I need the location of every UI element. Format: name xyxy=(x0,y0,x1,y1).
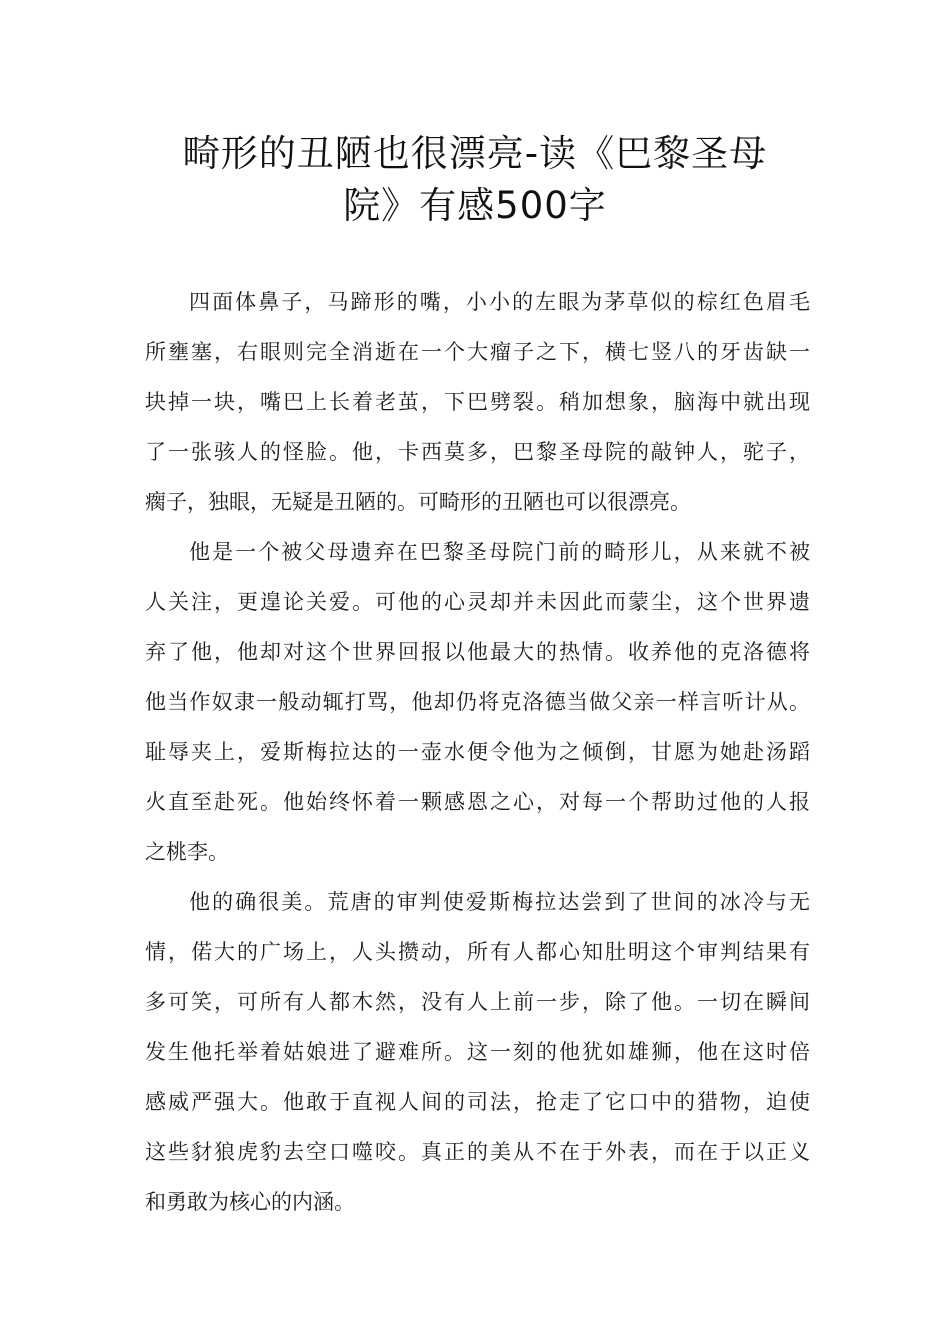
text-line: 他当作奴隶一般动辄打骂，他却仍将克洛德当做父亲一样言听计从。 xyxy=(145,690,810,714)
text-line: 弃了他，他却对这个世界回报以他最大的热情。收养他的克洛德将 xyxy=(145,640,810,664)
text-line: 之桃李。 xyxy=(145,840,229,864)
paragraph xyxy=(145,527,810,877)
text-line: 块掉一块，嘴巴上长着老茧，下巴劈裂。稍加想象，脑海中就出现 xyxy=(145,390,810,414)
text-line: 发生他托举着姑娘进了避难所。这一刻的他犹如雄狮，他在这时倍 xyxy=(145,1040,810,1064)
document-body xyxy=(145,277,810,1227)
text-line: 耻辱夹上，爱斯梅拉达的一壶水便令他为之倾倒，甘愿为她赴汤蹈 xyxy=(145,740,810,764)
text-line: 这些豺狼虎豹去空口噬咬。真正的美从不在于外表，而在于以正义 xyxy=(145,1140,810,1164)
text-line: 情，偌大的广场上，人头攒动，所有人都心知肚明这个审判结果有 xyxy=(145,940,810,964)
text-line: 瘸子，独眼，无疑是丑陋的。可畸形的丑陋也可以很漂亮。 xyxy=(145,490,691,514)
text-line: 感威严强大。他敢于直视人间的司法，抢走了它口中的猎物，迫使 xyxy=(145,1090,810,1114)
text-line: 他是一个被父母遗弃在巴黎圣母院门前的畸形儿，从来就不被 xyxy=(189,540,810,564)
text-line: 和勇敢为核心的内涵。 xyxy=(145,1190,355,1214)
text-line: 火直至赴死。他始终怀着一颗感恩之心，对每一个帮助过他的人报 xyxy=(145,790,810,814)
paragraph xyxy=(145,877,810,1227)
text-line: 了一张骇人的怪脸。他，卡西莫多，巴黎圣母院的敲钟人，驼子， xyxy=(145,440,810,464)
text-line: 他的确很美。荒唐的审判使爱斯梅拉达尝到了世间的冰冷与无 xyxy=(189,890,810,914)
paragraph xyxy=(145,277,810,527)
text-line: 四面体鼻子，马蹄形的嘴，小小的左眼为茅草似的棕红色眉毛 xyxy=(189,290,810,314)
title-line: 畸形的丑陋也很漂亮-读《巴黎圣母 xyxy=(182,132,768,175)
document-title xyxy=(145,128,805,232)
text-line: 人关注，更遑论关爱。可他的心灵却并未因此而蒙尘，这个世界遗 xyxy=(145,590,810,614)
text-line: 所壅塞，右眼则完全消逝在一个大瘤子之下，横七竖八的牙齿缺一 xyxy=(145,340,810,364)
title-line: 院》有感500字 xyxy=(343,184,607,227)
text-line: 多可笑，可所有人都木然，没有人上前一步，除了他。一切在瞬间 xyxy=(145,990,810,1014)
